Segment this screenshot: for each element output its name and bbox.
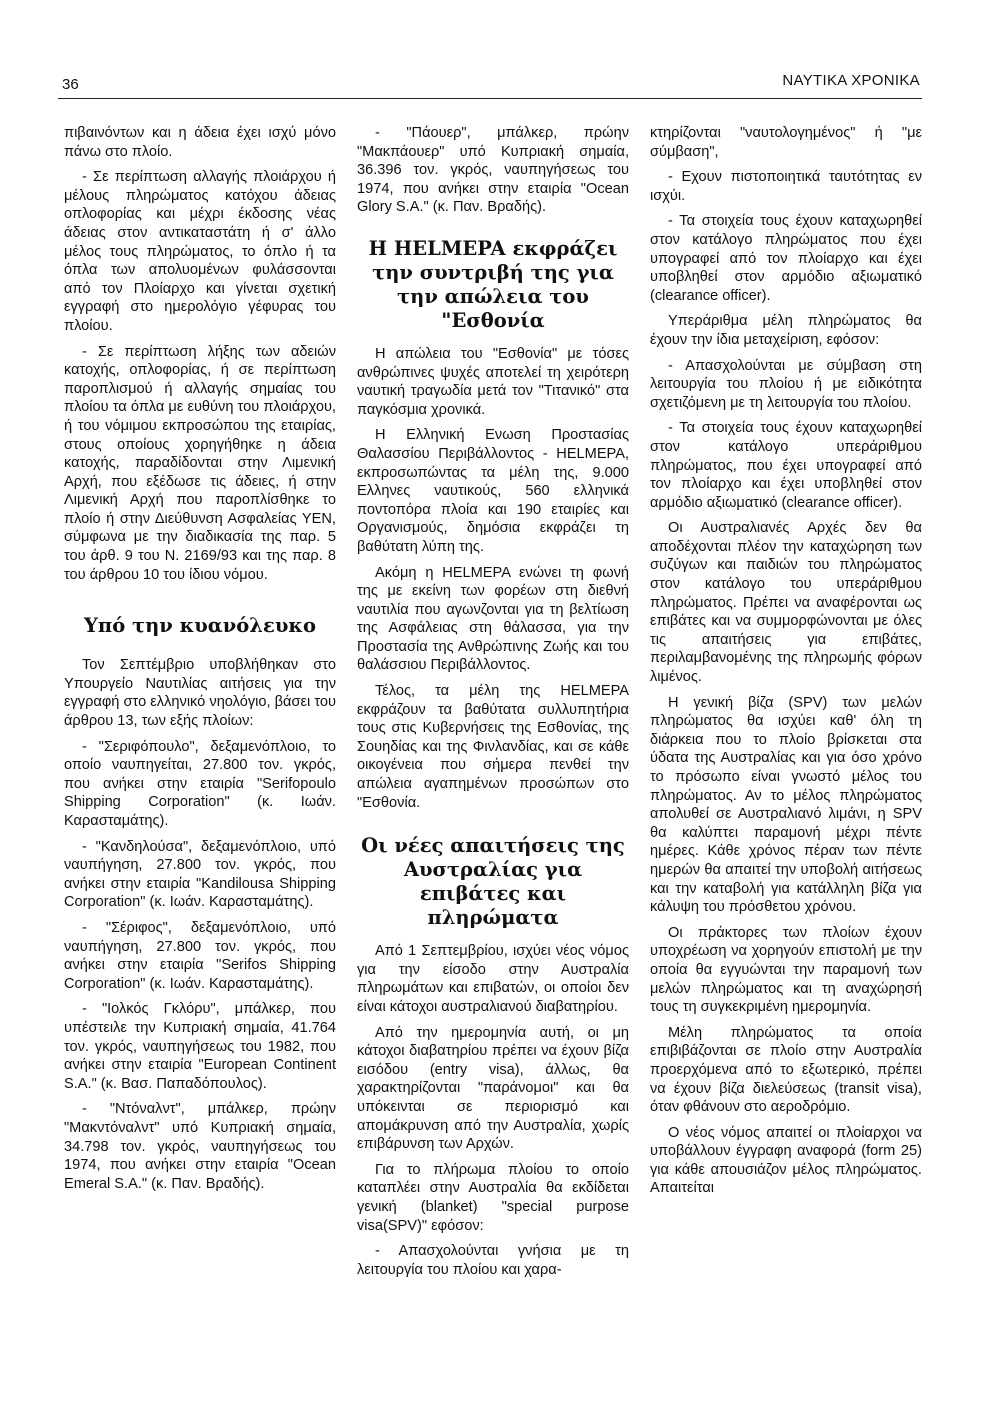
paragraph: - "Ντόναλντ", μπάλκερ, πρώην "Μακντόναλντ" υπό Κυπριακή σημαία, 34.798 τον. γκρός, ναυπηγήσεως του 1974, που ανήκει στην εταιρία "Ocean Emeral S.A." (κ. Παν. Βραδής).	[64, 1101, 336, 1192]
paragraph: Ακόμη η HELMEPA ενώνει τη φωνή της με εκείνη των φορέων στη διεθνή ναυτιλία που αγωνζονται για τη βελτίωση της Ασφάλειας στη θάλασσα, για την Προστασία της Ανθρώπινης Ζωής και του θαλάσσιου Περιβάλλοντος.	[357, 564, 629, 674]
paragraph: Υπεράριθμα μέλη πληρώματος θα έχουν την ίδια μεταχείριση, εφόσον:	[650, 313, 922, 348]
paragraph: Μέλη πληρώματος τα οποία επιβιβάζονται σε πλοίο στην Αυστραλία προερχόμενα από το εξωτερικό, πρέπει να έχουν βίζα διελεύσεως (transit visa), όταν φθάνουν στο αεροδρόμιο.	[650, 1024, 922, 1116]
paragraph: Τέλος, τα μέλη της HELMEPA εκφράζουν τα βαθύτατα συλλυπητήρια τους στις Κυβερνήσεις της Εσθονίας, της Σουηδίας και της Φινλανδίας, και σε κάθε οικογένεια που σήμερα πενθεί την απώλεια αγαπημένων προσώπων στο "Εσθονία.	[357, 683, 629, 811]
paragraph: - Σε περίπτωση αλλαγής πλοιάρχου ή μέλους πληρώματος κατόχου άδειας οπλοφορίας και μέχρι έκδοσης νέας άδειας στον αντικαταστάτη ή σ' άλλο μέλος τους πληρώματος, το όπλο ή τα όπλα των απολυομένων φυλάσσονται από τον Πλοίαρχο και γίνεται σχετική εγγραφή στο ημερολόγιο γέφυρας του πλοίου.	[64, 169, 336, 334]
paragraph: - "Ιολκός Γκλόρυ", μπάλκερ, που υπέστειλε την Κυπριακή σημαία, 41.764 τον. γκρός, ναυπηγήσεως του 1982, που ανήκει στην εταιρία "European Continent S.A." (κ. Βασ. Παπαδόπουλος).	[64, 1001, 336, 1092]
paragraph: - Τα στοιχεία τους έχουν καταχωρηθεί στον κατάλογο υπεράριθμου πληρώματος, που έχει υπογραφεί από τον πλοίαρχο και έχει υποβληθεί στον αρμόδιο αξιωματικό (clearance officer).	[650, 420, 922, 511]
paragraph: Τον Σεπτέμβριο υποβλήθηκαν στο Υπουργείο Ναυτιλίας αιτήσεις για την εγγραφή στο ελληνικό νηολόγιο, βάσει του άρθρου 13, των εξής πλοίων:	[64, 657, 336, 730]
paragraph: - "Σεριφόπουλο", δεξαμενόπλοιο, το οποίο ναυπηγείται, 27.800 τον. γκρός, που ανήκει στην εταιρία "Serifopoulo Shipping Corporation" (κ. Ιωάν. Καρασταμάτης).	[64, 738, 336, 829]
paragraph: Η Ελληνική Ενωση Προστασίας Θαλασσίου Περιβάλλοντος - HELMEPA, εκπροσωπώντας τα μέλη της, 9.000 Ελληνες ναυτικούς, 560 ελληνικά ποντοπόρα πλοία και 190 εταιρίες και Οργανισμούς, δημόσια εκφράζει τη βαθύτατη λύπη της.	[357, 427, 629, 555]
paragraph: Από την ημερομηνία αυτή, οι μη κάτοχοι διαβατηρίου πρέπει να έχουν βίζα εισόδου (entry visa), άλλως, θα χαρακτηρίζονται "παράνομοι" και θα υπόκεινται σε περιορισμό και απομάκρυνση από την Αυστραλία, χωρίς επιβάρυνση των Αρχών.	[357, 1024, 629, 1153]
section-heading: Η HELMEPA εκφράζει την συντριβή της για την απώλεια του "Εσθονία	[368, 236, 618, 332]
column-2	[357, 124, 629, 1286]
paragraph: - "Πάουερ", μπάλκερ, πρώην "Μακπάουερ" υπό Κυπριακή σημαία, 36.396 τον. γκρός, ναυπηγήσεως του 1974, που ανήκει στην εταιρία "Ocean Glory S.A." (κ. Παν. Βραδής).	[357, 125, 629, 216]
paragraph: - "Κανδηλούσα", δεξαμενόπλοιο, υπό ναυπήγηση, 27.800 τον. γκρός, που ανήκει στην εταιρία "Kandilousa Shipping Corporation" (κ. Ιωάν. Καρασταμάτης).	[64, 838, 336, 911]
header-rule	[58, 98, 922, 99]
paragraph: Ο νέος νόμος απαιτεί οι πλοίαρχοι να υποβάλλουν έγγραφη αναφορά (form 25) για κάθε απουσιάζον μέλος πληρώματος. Απαιτείται	[650, 1124, 922, 1197]
paragraph: πιβαινόντων και η άδεια έχει ισχύ μόνο πάνω στο πλοίο.	[64, 125, 336, 160]
paragraph: Για το πλήρωμα πλοίου το οποίο καταπλέει στην Αυστραλία θα εκδίδεται γενική (blanket) "special purpose visa(SPV)" εφόσον:	[357, 1161, 629, 1234]
paragraph: Οι πράκτορες των πλοίων έχουν υποχρέωση να χορηγούν επιστολή με την οποία θα εγγυώνται την παραμονή των μελών πληρώματος και τη αναχώρησή τους τη συγκεκριμένη ημερομηνία.	[650, 924, 922, 1016]
paragraph: - "Σέριφος", δεξαμενόπλοιο, υπό ναυπήγηση, 27.800 τον. γκρός, που ανήκει στην εταιρία "Serifos Shipping Corporation" (κ. Ιωάν. Καρασταμάτης).	[64, 919, 336, 992]
column-3	[650, 124, 922, 1205]
paragraph: Η απώλεια του "Εσθονία" με τόσες ανθρώπινες ψυχές αποτελεί τη χειρότερη ναυτική τραγωδία μετά τον "Τιτανικό" στα παγκόσμια χρονικά.	[357, 345, 629, 418]
running-title: ΝΑΥΤΙΚΑ ΧΡΟΝΙΚΑ	[782, 72, 920, 89]
paragraph: Η γενική βίζα (SPV) των μελών πληρώματος θα ισχύει καθ' όλη τη διάρκεια που το πλοίο βρίσκεται στα ύδατα της Αυστραλίας και για όσο χρόνο το πρόσωπο είναι γνωστό μέλος του πληρώματος. Αν το μέλος πληρώματος απολυθεί σε Αυστραλιανό λιμάνι, η SPV θα καλύπτει παραμονή μέχρι πέντε ημέρες. Κάθε χρόνος πέραν των πέντε ημερών θα απαιτεί την υποβολή αιτήσεως και την καταβολή για κατάλληλη βίζα για κάλυψη του πρόσθετου χρόνου.	[650, 694, 922, 916]
paragraph: κτηρίζονται "ναυτολογημένος" ή "με σύμβαση",	[650, 125, 922, 160]
column-1	[64, 124, 336, 1200]
paragraph: Οι Αυστραλιανές Αρχές δεν θα αποδέχονται πλέον την καταχώρηση των συζύγων και παιδιών του πληρώματος στον κατάλογο του υπεράριθμου πληρώματος. Πρέπει να αναφέρονται ως επιβάτες και να συμμορφώνονται με όλες τις απαιτήσεις για επιβάτες, περιλαμβανομένης της πληρωμής φόρων λιμένος.	[650, 520, 922, 686]
section-heading: Οι νέες απαιτήσεις της Αυστραλίας για επιβάτες και πληρώματα	[361, 834, 625, 930]
paragraph: - Εχουν πιστοποιητικά ταυτότητας εν ισχύι.	[650, 169, 922, 204]
paragraph: - Σε περίπτωση λήξης των αδειών κατοχής, οπλοφορίας, ή σε περίπτωση παροπλισμού ή αλλαγής σημαίας του πλοίου τα όπλα με ευθύνη του πλοιάρχου, ή του νόμιμου εκπροσώπου της εταιρίας, στους οποίους χορηγήθηκε η άδεια κατοχής, παραδίδονται στην Λιμενική Αρχή, που εξέδωσε τις άδειες, ή στην Λιμενική Αρχή που παροπλίσθηκε το πλοίο ή στην Διεύθυνση Ασφαλείας ΥΕΝ, σύμφωνα με την διαδικασία της παρ. 5 του άρθ. 9 του Ν. 2169/93 και της παρ. 8 του άρθρου 10 του ίδιου νόμου.	[64, 343, 336, 583]
paragraph: - Τα στοιχεία τους έχουν καταχωρηθεί στον κατάλογο πληρώματος που έχει υπογραφεί από τον πλοίαρχο και έχει υποβληθεί στον αρμόδιο αξιωματικό (clearance officer).	[650, 213, 922, 304]
page-number: 36	[62, 76, 79, 93]
paragraph: - Απασχολούνται γνήσια με τη λειτουργία του πλοίου και χαρα-	[357, 1243, 629, 1278]
section-heading: Υπό την κυανόλευκο	[84, 614, 316, 638]
paragraph: Από 1 Σεπτεμβρίου, ισχύει νέος νόμος για την είσοδο στην Αυστραλία πληρωμάτων και επιβατών, οι οποίοι δεν είναι κάτοχοι αυστραλιανού διαβατηρίου.	[357, 943, 629, 1015]
paragraph: - Απασχολούνται με σύμβαση στη λειτουργία του πλοίου ή με ειδικότητα σχετιζόμενη με τη λειτουργία του πλοίου.	[650, 357, 922, 411]
